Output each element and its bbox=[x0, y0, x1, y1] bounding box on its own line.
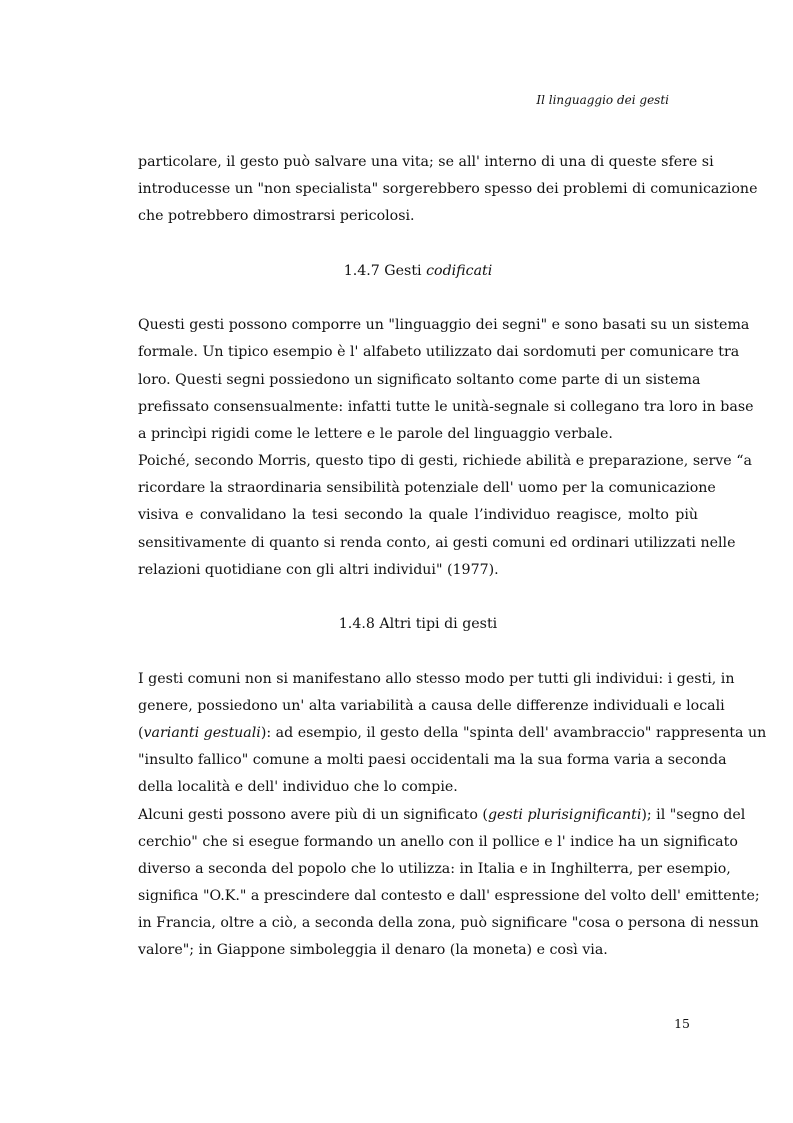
text-line: visiva e convalidano la tesi secondo la quale l’individuo reagisce, molto più bbox=[138, 507, 698, 524]
text-line: che potrebbero dimostrarsi pericolosi. bbox=[138, 208, 415, 225]
text-line: introducesse un "non specialista" sorgerebbero spesso dei problemi di comunicazione bbox=[138, 181, 758, 198]
text-line: prefissato consensualmente: infatti tutte le unità-segnale si collegano tra loro in base bbox=[138, 398, 754, 415]
text-line: della località e dell' individuo che lo compie. bbox=[138, 779, 458, 796]
text-line: Questi gesti possono comporre un "linguaggio dei segni" e sono basati su un sistema bbox=[138, 317, 750, 334]
text-line: loro. Questi segni possiedono un significato soltanto come parte di un sistema bbox=[138, 371, 701, 388]
text-run: ): ad esempio, il gesto della "spinta dell' avambraccio" rappresenta un bbox=[260, 724, 767, 741]
running-header: Il linguaggio dei gesti bbox=[536, 93, 669, 107]
text-run: Alcuni gesti possono avere più di un significato ( bbox=[138, 806, 488, 823]
text-line: diverso a seconda del popolo che lo utilizza: in Italia e in Inghilterra, per esempio, bbox=[138, 860, 731, 877]
text-line: in Francia, oltre a ciò, a seconda della zona, può significare "cosa o persona di nessun bbox=[138, 915, 759, 932]
text-line bbox=[138, 802, 746, 829]
text-line: "insulto fallico" comune a molti paesi occidentali ma la sua forma varia a seconda bbox=[138, 752, 727, 769]
text-line: I gesti comuni non si manifestano allo stesso modo per tutti gli individui: i gesti, in bbox=[138, 670, 735, 687]
text-line: a princìpi rigidi come le lettere e le parole del linguaggio verbale. bbox=[138, 425, 613, 442]
text-line: ricordare la straordinaria sensibilità potenziale dell' uomo per la comunicazione bbox=[138, 480, 716, 497]
text-line: particolare, il gesto può salvare una vita; se all' interno di una di queste sfere si bbox=[138, 154, 714, 170]
paragraph-other-gestures bbox=[138, 666, 767, 965]
text-line: significa "O.K." a prescindere dal contesto e dall' espressione del volto dell' emittente; bbox=[138, 888, 760, 905]
page-body bbox=[138, 149, 767, 965]
section-heading-1-4-8: 1.4.8 Altri tipi di gesti bbox=[338, 616, 498, 633]
page-number: 15 bbox=[674, 1016, 690, 1031]
paragraph-continuation bbox=[138, 149, 758, 231]
italic-term: varianti gestuali bbox=[143, 724, 261, 741]
text-line: formale. Un tipico esempio è l' alfabeto utilizzato dai sordomuti per comunicare tra bbox=[138, 344, 740, 361]
text-line: genere, possiedono un' alta variabilità a causa delle differenze individuali e locali bbox=[138, 697, 725, 714]
text-run: ( bbox=[138, 724, 144, 741]
text-line: valore"; in Giappone simboleggia il denaro (la moneta) e così via. bbox=[138, 942, 608, 959]
text-run: ); il "segno del bbox=[641, 806, 746, 823]
paragraph-codified-gestures bbox=[138, 312, 754, 584]
text-line: relazioni quotidiane con gli altri individui" (1977). bbox=[138, 561, 499, 578]
italic-term: gesti plurisignificanti bbox=[487, 806, 642, 823]
text-line: Poiché, secondo Morris, questo tipo di gesti, richiede abilità e preparazione, serve “a bbox=[138, 453, 752, 470]
text-line: cerchio" che si esegue formando un anello con il pollice e l' indice ha un significato bbox=[138, 833, 738, 850]
heading-emphasis: codificati bbox=[426, 262, 493, 279]
text-line bbox=[138, 720, 767, 747]
heading-number-title: 1.4.7 Gesti bbox=[343, 262, 427, 279]
section-heading-1-4-7 bbox=[138, 258, 698, 285]
text-line: sensitivamente di quanto si renda conto, ai gesti comuni ed ordinari utilizzati nelle bbox=[138, 534, 736, 551]
